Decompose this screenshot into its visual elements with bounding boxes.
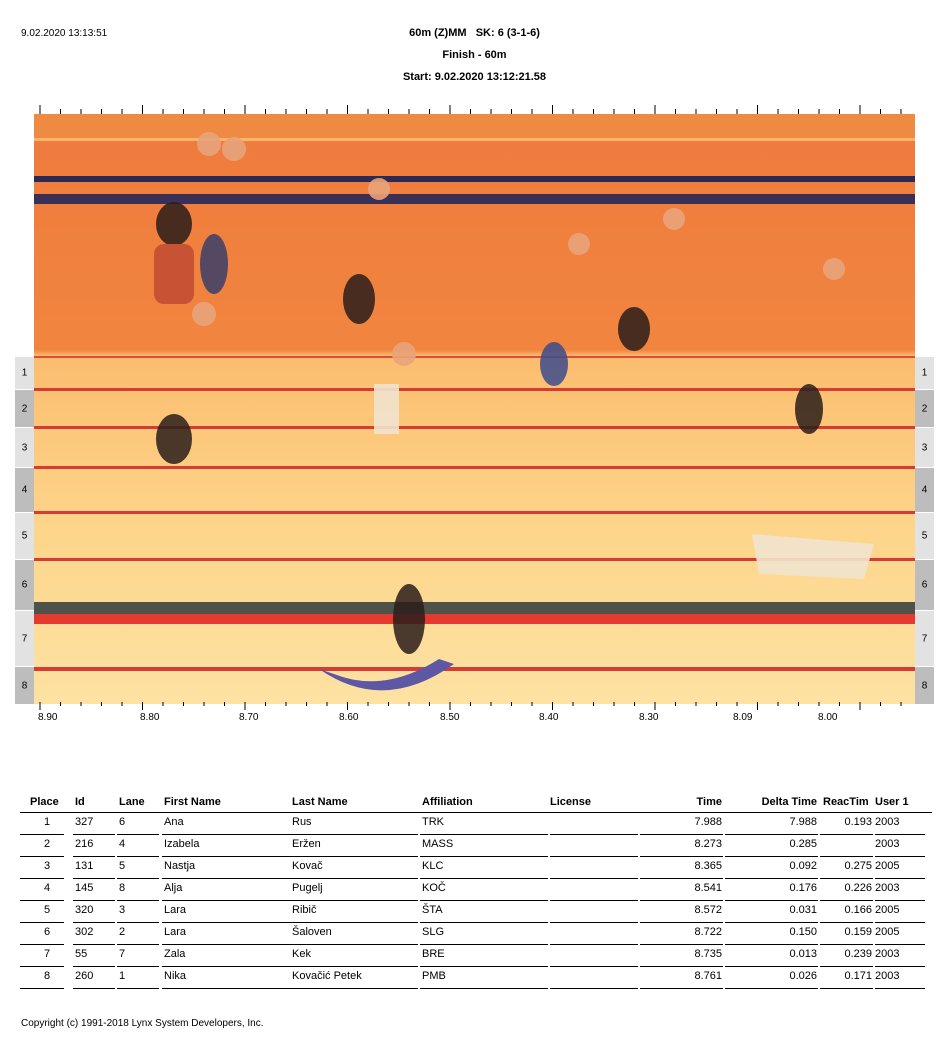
cell-react: 0.166: [844, 904, 872, 916]
lane-number: 5: [921, 530, 928, 542]
cell-last: Pugelj: [292, 882, 323, 894]
cell-first: Lara: [164, 926, 187, 938]
time-tick-label: 8.60: [339, 712, 359, 723]
table-row: [20, 945, 932, 967]
column-header: Id: [75, 796, 85, 808]
cell-user1: 2005: [875, 926, 900, 938]
lane-marker-right-3: [915, 428, 934, 467]
cell-place: 7: [43, 948, 51, 960]
cell-place: 4: [43, 882, 51, 894]
cell-place: 2: [43, 838, 51, 850]
time-tick-label: 8.40: [539, 712, 559, 723]
cell-id: 55: [75, 948, 88, 960]
cell-aff: PMB: [422, 970, 446, 982]
lane-number: 4: [21, 484, 28, 496]
cell-react: 0.159: [844, 926, 872, 938]
lane-marker-left-3: [15, 428, 34, 467]
cell-react: 0.193: [844, 816, 872, 828]
table-row: [20, 901, 932, 923]
cell-lane: 6: [119, 816, 126, 828]
lane-number: 1: [21, 367, 28, 379]
cell-time: 8.365: [694, 860, 722, 872]
column-header: Delta Time: [761, 796, 817, 808]
cell-last: Kek: [292, 948, 311, 960]
column-header: Affiliation: [422, 796, 473, 808]
cell-place: 3: [43, 860, 51, 872]
cell-underline: [640, 988, 723, 989]
cell-id: 216: [75, 838, 94, 850]
column-header: License: [550, 796, 591, 808]
lane-number: 8: [921, 680, 928, 691]
lane-number: 4: [921, 484, 928, 496]
cell-first: Nastja: [164, 860, 196, 872]
cell-user1: 2005: [875, 904, 900, 916]
cell-time: 8.722: [694, 926, 722, 938]
cell-time: 7.988: [694, 816, 722, 828]
photo-finish-image[interactable]: [34, 114, 915, 704]
cell-user1: 2003: [875, 948, 900, 960]
lane-marker-left-8: [15, 667, 34, 704]
column-header: Time: [696, 796, 722, 808]
cell-time: 8.761: [694, 970, 722, 982]
cell-delta: 0.013: [789, 948, 817, 960]
lane-number: 6: [921, 579, 928, 591]
cell-react: 0.226: [844, 882, 872, 894]
cell-place: 6: [43, 926, 51, 938]
cell-first: Zala: [164, 948, 186, 960]
table-row: [20, 923, 932, 945]
cell-underline: [420, 988, 548, 989]
cell-lane: 2: [119, 926, 126, 938]
cell-user1: 2003: [875, 816, 900, 828]
cell-underline: [820, 988, 873, 989]
lane-number: 5: [21, 530, 28, 542]
time-tick-label: 8.80: [140, 712, 160, 723]
cell-delta: 0.092: [789, 860, 817, 872]
time-tick-label: 8.90: [38, 712, 58, 723]
cell-first: Nika: [164, 970, 187, 982]
cell-last: Kovačić Petek: [292, 970, 362, 982]
report-timestamp: 9.02.2020 13:13:51: [21, 28, 108, 39]
cell-last: Ribič: [292, 904, 317, 916]
cell-underline: [290, 988, 418, 989]
lane-scale-right: [915, 357, 934, 705]
cell-delta: 0.026: [789, 970, 817, 982]
cell-id: 302: [75, 926, 94, 938]
cell-user1: 2005: [875, 860, 900, 872]
finish-label: Finish - 60m: [442, 49, 507, 61]
cell-aff: MASS: [422, 838, 454, 850]
column-header: User 1: [875, 796, 909, 808]
cell-place: 8: [43, 970, 51, 982]
cell-aff: ŠTA: [422, 904, 443, 916]
lane-number: 6: [21, 579, 28, 591]
cell-time: 8.572: [694, 904, 722, 916]
cell-last: Šaloven: [292, 926, 332, 938]
photo-finish-scene: [34, 114, 915, 704]
cell-lane: 5: [119, 860, 126, 872]
lane-marker-right-8: [915, 667, 934, 704]
cell-place: 5: [43, 904, 51, 916]
lane-marker-right-6: [915, 560, 934, 610]
time-tick-label: 8.30: [639, 712, 659, 723]
cell-aff: SLG: [422, 926, 445, 938]
time-tick-label: 8.09: [733, 712, 753, 723]
cell-lane: 4: [119, 838, 126, 850]
lane-marker-left-7: [15, 611, 34, 666]
event-title: 60m (Z)MM SK: 6 (3-1-6): [409, 27, 540, 39]
lane-number: 8: [21, 680, 28, 691]
table-row: [20, 857, 932, 879]
cell-lane: 1: [119, 970, 126, 982]
bottom-time-ruler: [34, 702, 915, 712]
time-tick-label: 8.70: [239, 712, 259, 723]
cell-underline: [117, 988, 159, 989]
cell-react: 0.239: [844, 948, 872, 960]
lane-marker-right-2: [915, 390, 934, 427]
lane-marker-right-1: [915, 357, 934, 389]
start-time: Start: 9.02.2020 13:12:21.58: [402, 71, 547, 83]
cell-place: 1: [43, 816, 51, 828]
column-header: ReacTim: [823, 796, 869, 808]
cell-first: Ana: [164, 816, 184, 828]
time-tick-label: 8.50: [440, 712, 460, 723]
cell-aff: TRK: [422, 816, 444, 828]
cell-last: Rus: [292, 816, 312, 828]
cell-delta: 0.031: [789, 904, 817, 916]
cell-aff: KLC: [422, 860, 444, 872]
lane-marker-left-1: [15, 357, 34, 389]
lane-number: 2: [921, 403, 928, 414]
cell-underline: [550, 988, 638, 989]
cell-id: 145: [75, 882, 94, 894]
lane-number: 2: [21, 403, 28, 414]
time-tick-label: 8.00: [818, 712, 838, 723]
cell-first: Lara: [164, 904, 187, 916]
lane-marker-right-7: [915, 611, 934, 666]
lane-scale-left: [15, 357, 34, 705]
cell-delta: 0.150: [789, 926, 817, 938]
column-header: Last Name: [292, 796, 348, 808]
cell-id: 131: [75, 860, 94, 872]
cell-react: 0.275: [844, 860, 872, 872]
results-header-row: [20, 795, 932, 813]
cell-user1: 2003: [875, 970, 900, 982]
copyright-notice: Copyright (c) 1991-2018 Lynx System Developers, Inc.: [21, 1018, 264, 1029]
cell-aff: BRE: [422, 948, 445, 960]
table-row: [20, 813, 932, 835]
lane-marker-right-5: [915, 513, 934, 559]
table-row: [20, 967, 932, 989]
cell-id: 260: [75, 970, 94, 982]
lane-number: 3: [921, 442, 928, 453]
cell-id: 327: [75, 816, 94, 828]
column-header: Place: [30, 796, 59, 808]
lane-marker-left-2: [15, 390, 34, 427]
cell-underline: [20, 988, 64, 989]
lane-number: 7: [921, 633, 928, 644]
cell-underline: [725, 988, 818, 989]
table-row: [20, 835, 932, 857]
cell-time: 8.735: [694, 948, 722, 960]
cell-time: 8.541: [694, 882, 722, 894]
cell-underline: [875, 988, 925, 989]
lane-marker-left-6: [15, 560, 34, 610]
results-table: [20, 795, 932, 989]
cell-user1: 2003: [875, 838, 900, 850]
cell-lane: 3: [119, 904, 126, 916]
cell-aff: KOČ: [422, 882, 446, 894]
cell-first: Alja: [164, 882, 183, 894]
cell-last: Kovač: [292, 860, 323, 872]
cell-time: 8.273: [694, 838, 722, 850]
lane-number: 1: [921, 367, 928, 379]
lane-number: 7: [21, 633, 28, 644]
cell-react: 0.171: [844, 970, 872, 982]
lane-marker-left-5: [15, 513, 34, 559]
cell-lane: 7: [119, 948, 126, 960]
cell-delta: 0.285: [789, 838, 817, 850]
cell-user1: 2003: [875, 882, 900, 894]
table-row: [20, 879, 932, 901]
cell-underline: [162, 988, 290, 989]
cell-underline: [73, 988, 115, 989]
cell-last: Eržen: [292, 838, 321, 850]
lane-number: 3: [21, 442, 28, 453]
column-header: First Name: [164, 796, 221, 808]
cell-first: Izabela: [164, 838, 200, 850]
column-header: Lane: [119, 796, 145, 808]
lane-marker-right-4: [915, 468, 934, 512]
cell-id: 320: [75, 904, 94, 916]
lane-marker-left-4: [15, 468, 34, 512]
cell-delta: 7.988: [789, 816, 817, 828]
cell-lane: 8: [119, 882, 126, 894]
cell-delta: 0.176: [789, 882, 817, 894]
